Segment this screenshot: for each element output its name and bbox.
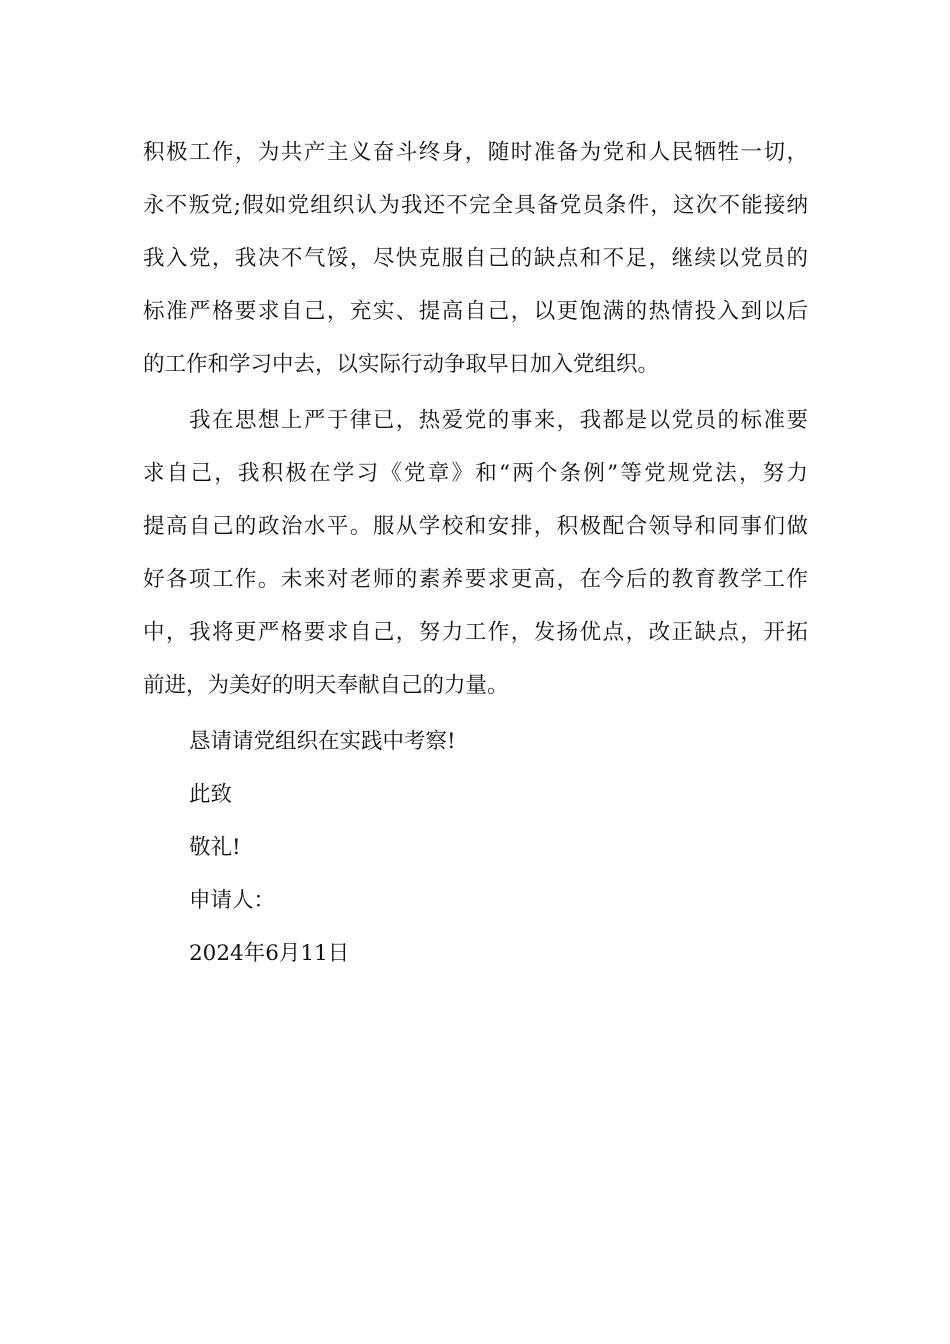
letter-body (143, 126, 808, 980)
paragraph-line: 的工作和学习中去，以实际行动争取早日加入党组织。 (143, 352, 660, 377)
request-line: 恳请请党组织在实践中考察! (189, 729, 456, 754)
paragraph-line: 求自己，我积极在学习《党章》和“两个条例”等党规党法，努力 (143, 461, 808, 486)
applicant-label: 申请人： (189, 888, 276, 913)
paragraph-1 (143, 126, 808, 391)
paragraph-line: 永不叛党;假如党组织认为我还不完全具备党员条件，这次不能接纳 (143, 193, 808, 218)
paragraph-line: 我入党，我决不气馁，尽快克服自己的缺点和不足，继续以党员的 (143, 246, 808, 271)
salutation-line-2: 敬礼! (189, 835, 241, 860)
salutation-line-1: 此致 (189, 782, 233, 807)
paragraph-line: 我在思想上严于律已，热爱党的事来，我都是以党员的标准要 (189, 408, 808, 433)
paragraph-line: 中，我将更严格要求自己，努力工作，发扬优点，改正缺点，开拓 (143, 620, 808, 645)
date-line: 2024年6月11日 (189, 941, 350, 966)
paragraph-line: 前进，为美好的明天奉献自己的力量。 (143, 673, 509, 698)
paragraph-line: 好各项工作。未来对老师的素养要求更高，在今后的教育教学工作 (143, 567, 808, 592)
paragraph-2 (143, 394, 808, 712)
paragraph-line: 积极工作，为共产主义奋斗终身，随时准备为党和人民牺牲一切， (143, 140, 808, 165)
paragraph-line: 提高自己的政治水平。服从学校和安排，积极配合领导和同事们做 (143, 514, 808, 539)
closing-section (143, 715, 808, 980)
paragraph-line: 标准严格要求自己，充实、提高自己，以更饱满的热情投入到以后 (143, 299, 808, 324)
